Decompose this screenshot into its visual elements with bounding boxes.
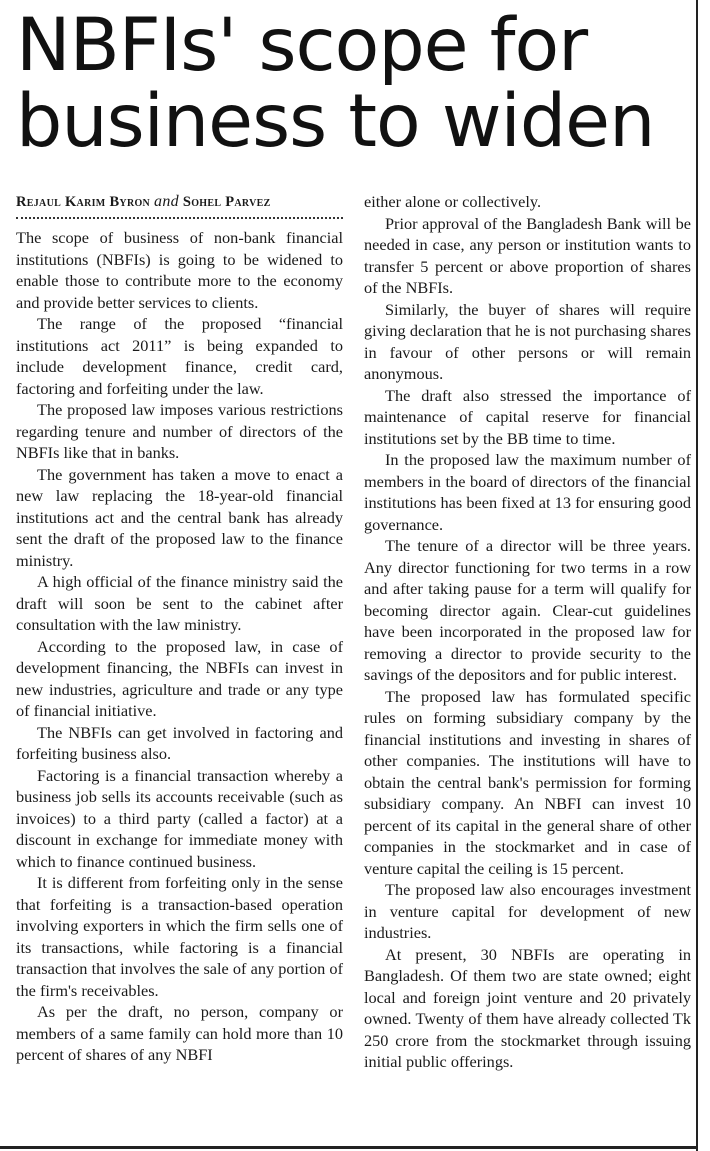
article-paragraph: Prior approval of the Bangladesh Bank will be needed in case, any person or institution wants to transfer 5 percent or above proportion of shares of the NBFIs. (364, 213, 691, 297)
article-paragraph: It is different from forfeiting only in the sense that forfeiting is a transaction-based operation involving exporters in which the firm sells one of its transactions, while factoring is a financial transaction that involves the sale of any portion of the firm's receivables. (16, 873, 343, 1000)
right-border-rule (696, 0, 710, 1151)
article-paragraph-continued: either alone or collectively. (364, 192, 542, 211)
article-column-left (16, 191, 343, 1066)
headline (16, 3, 686, 164)
headline-line-1: NBFIs' scope for (16, 3, 588, 88)
article-paragraph: In the proposed law the maximum number of members in the board of directors of the financial institutions has been fixed at 13 for ensuring good governance. (364, 450, 691, 534)
article-paragraph: The draft also stressed the importance of maintenance of capital reserve for financial institutions set by the BB time to time. (364, 385, 691, 448)
article-paragraph: The range of the proposed “financial institutions act 2011” is being expanded to include development finance, credit card, factoring and forfeiting under the law. (16, 314, 343, 398)
article-paragraph: As per the draft, no person, company or members of a same family can hold more than 10 percent of shares of any NBFI (16, 1002, 343, 1064)
byline-author-2: Sohel Parvez (182, 194, 271, 210)
article-paragraph: A high official of the finance ministry said the draft will soon be sent to the cabinet after consultation with the law ministry. (16, 572, 343, 634)
article-column-right (364, 191, 691, 1073)
article-paragraph: Factoring is a financial transaction whereby a business job sells its accounts receivable (such as invoices) to a third party (called a factor) at a discount in exchange for immediate money with which to finance continued business. (16, 765, 343, 871)
article-paragraph: At present, 30 NBFIs are operating in Bangladesh. Of them two are state owned; eight local and foreign joint venture and 20 privately owned. Twenty of them have already collected Tk 250 crore from the stockmarket through issuing initial public offerings. (364, 944, 691, 1071)
article-paragraph: According to the proposed law, in case of development financing, the NBFIs can invest in new industries, agriculture and trade or any type of financial initiative. (16, 636, 343, 720)
article-paragraph: The government has taken a move to enact a new law replacing the 18-year-old financial institutions act and the central bank has already sent the draft of the proposed law to the finance ministry. (16, 464, 343, 570)
article-paragraph: Similarly, the buyer of shares will require giving declaration that he is not purchasing shares in favour of other persons or will remain anonymous. (364, 299, 691, 383)
article-paragraph: The tenure of a director will be three years. Any director functioning for two terms in a row and after taking pause for a term will qualify for becoming director again. Clear-cut guidelines have been incorporated in the proposed law for removing a director to provide security to the savings of the depositors and for public interest. (364, 536, 691, 684)
article-paragraph: The scope of business of non-bank financial institutions (NBFIs) is going to be widened to enable those to contribute more to the economy and provide better services to clients. (16, 228, 343, 312)
bottom-border-rule (0, 1146, 696, 1149)
byline (16, 191, 343, 213)
article-paragraph: The proposed law also encourages investment in venture capital for development of new industries. (364, 880, 691, 942)
article-paragraph: The proposed law imposes various restrictions regarding tenure and number of directors of the NBFIs like that in banks. (16, 400, 343, 462)
byline-conjunction: and (154, 193, 179, 210)
article-paragraph: The NBFIs can get involved in factoring and forfeiting business also. (16, 722, 343, 763)
byline-author-1: Rejaul Karim Byron (16, 194, 151, 210)
article-paragraph: The proposed law has formulated specific rules on forming subsidiary company by the financial institutions and investing in shares of other companies. The institutions will have to obtain the central bank's permission for forming subsidiary company. An NBFI can invest 10 percent of its capital in the general share of other companies in the stockmarket and in case of venture capital the ceiling is 15 percent. (364, 686, 691, 878)
headline-line-2: business to widen (16, 79, 655, 164)
byline-dotted-rule (16, 217, 343, 219)
